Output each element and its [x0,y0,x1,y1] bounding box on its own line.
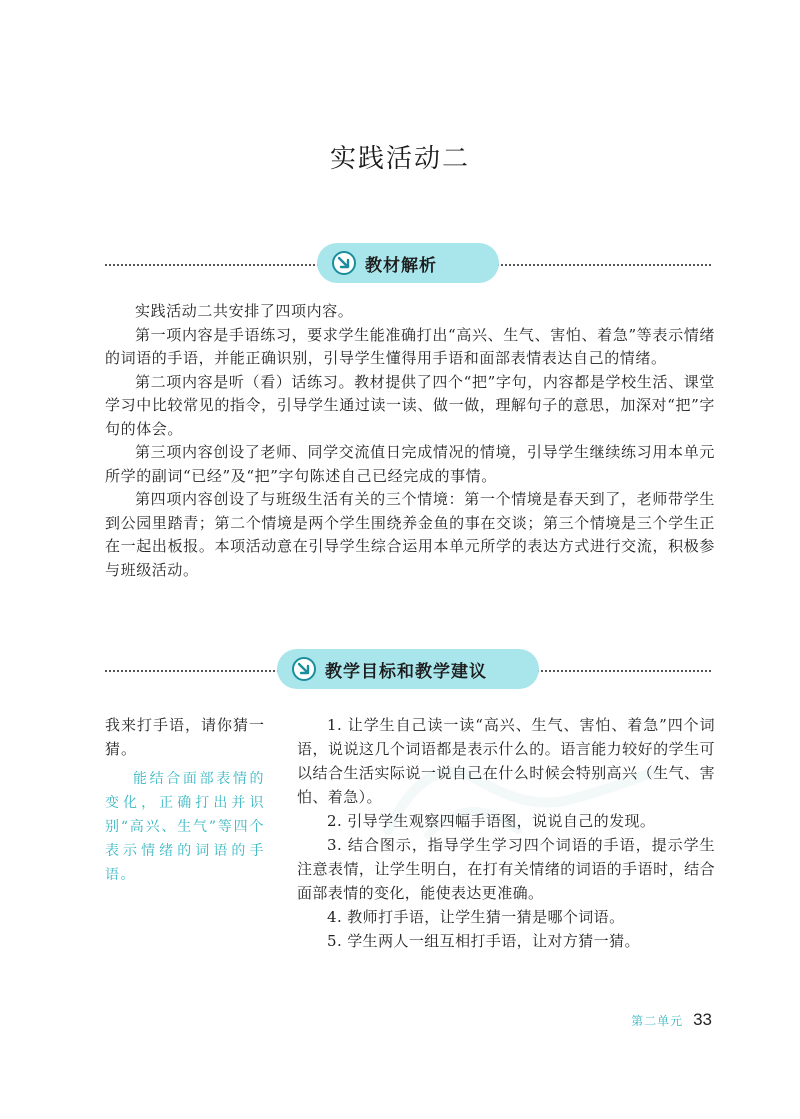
analysis-text [105,300,715,582]
section-header-goals [105,649,711,693]
suggestion-item: 4. 教师打手语，让学生猜一猜是哪个词语。 [327,908,625,926]
suggestion-item: 2. 引导学生观察四幅手语图，说说自己的发现。 [327,812,656,830]
page-footer [631,1010,712,1030]
unit-label: 第二单元 [631,1014,684,1028]
section-pill [277,649,539,689]
suggestion-item: 3. 结合图示，指导学生学习四个词语的手语，提示学生注意表情，让学生明白，在打有关情绪的词语的手语时，结合面部表情的变化，能使表达更准确。 [297,836,715,902]
paragraph: 实践活动二共安排了四项内容。 [135,302,354,320]
page-title: 实践活动二 [329,144,470,174]
sidebar-note: 能结合面部表情的变化，正确打出并识别“高兴、生气”等四个表示情绪的词语的手语。 [105,771,265,883]
section-header-analysis [105,243,711,287]
arrow-down-right-icon [331,250,357,276]
suggestions-column [297,713,715,953]
suggestion-item: 5. 学生两人一组互相打手语，让对方猜一猜。 [327,932,640,950]
paragraph: 第二项内容是听（看）话练习。教材提供了四个“把”字句，内容都是学校生活、课堂学习中比较常见的指令，引导学生通过读一读、做一做，理解句子的意思，加深对“把”字句的体会。 [105,372,715,438]
sidebar-title: 我来打手语，请你猜一猜。 [105,716,266,758]
paragraph: 第一项内容是手语练习，要求学生能准确打出“高兴、生气、害怕、着急”等表示情绪的词语的手语，并能正确识别，引导学生懂得用手语和面部表情表达自己的情绪。 [105,325,715,367]
page-number: 33 [693,1010,712,1029]
section-title: 教材解析 [365,255,437,276]
arrow-down-right-icon [291,656,317,682]
suggestion-item: 1. 让学生自己读一读“高兴、生气、害怕、着急”四个词语，说说这几个词语都是表示什么的。语言能力较好的学生可以结合生活实际说一说自己在什么时候会特别高兴（生气、害怕、着急）。 [297,716,715,806]
paragraph: 第三项内容创设了老师、同学交流值日完成情况的情境，引导学生继续练习用本单元所学的副词“已经”及“把”字句陈述自己已经完成的事情。 [105,443,715,485]
sidebar-column [105,713,265,887]
section-pill [317,243,499,283]
section-title: 教学目标和教学建议 [325,661,487,682]
paragraph: 第四项内容创设了与班级生活有关的三个情境：第一个情境是春天到了，老师带学生到公园里踏青；第二个情境是两个学生围绕养金鱼的事在交谈；第三个情境是三个学生正在一起出板报。本项活动意在引导学生综合运用本单元所学的表达方式进行交流，积极参与班级活动。 [105,490,715,579]
